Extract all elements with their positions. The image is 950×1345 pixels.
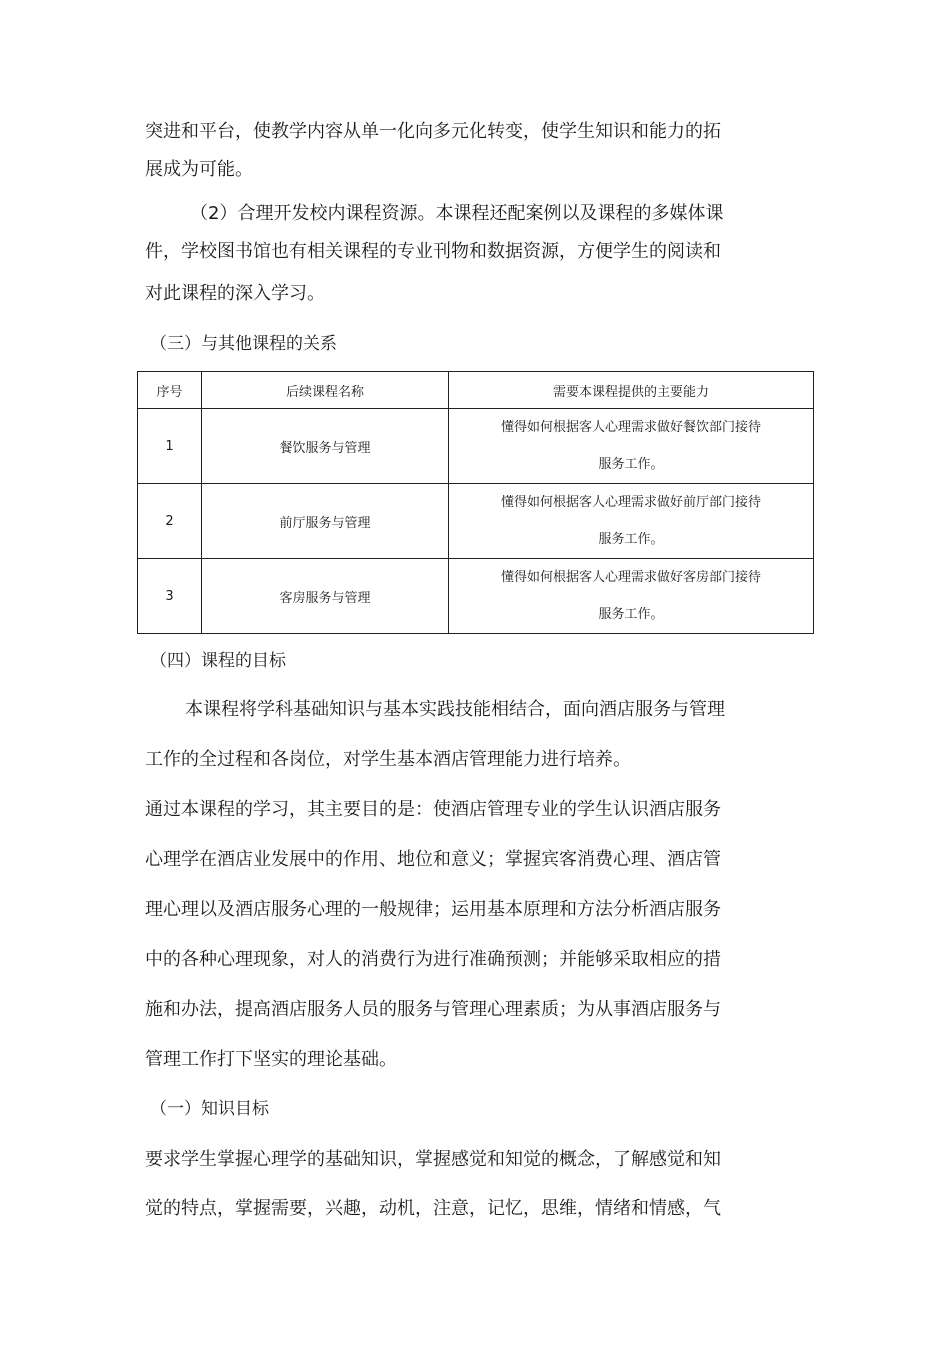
section-heading: （四）课程的目标 — [150, 651, 286, 671]
row-number: 1 — [138, 409, 202, 484]
table-row — [138, 559, 814, 634]
paragraph-line: 突进和平台，使教学内容从单一化向多元化转变，使学生知识和能力的拓 — [145, 121, 721, 142]
ability-text: 服务工作。 — [598, 457, 664, 472]
header-cell: 序号 — [138, 372, 202, 409]
section-heading: （三）与其他课程的关系 — [150, 334, 337, 354]
ability-cell — [449, 484, 814, 559]
ability-text: 懂得如何根据客人心理需求做好前厅部门接待 — [500, 495, 761, 510]
course-name: 客房服务与管理 — [202, 559, 449, 634]
table-row — [138, 409, 814, 484]
paragraph-line: 展成为可能。 — [145, 159, 253, 180]
header-cell: 后续课程名称 — [202, 372, 449, 409]
ability-text: 懂得如何根据客人心理需求做好客房部门接待 — [500, 570, 761, 585]
paragraph-line: 中的各种心理现象，对人的消费行为进行准确预测；并能够采取相应的措 — [145, 949, 721, 970]
row-number: 3 — [138, 559, 202, 634]
paragraph-line: （2）合理开发校内课程资源。本课程还配案例以及课程的多媒体课 — [190, 203, 724, 224]
paragraph-line: 施和办法，提高酒店服务人员的服务与管理心理素质；为从事酒店服务与 — [145, 999, 721, 1020]
header-cell: 需要本课程提供的主要能力 — [449, 372, 814, 409]
paragraph-line: 理心理以及酒店服务心理的一般规律；运用基本原理和方法分析酒店服务 — [145, 899, 721, 920]
course-name: 前厅服务与管理 — [202, 484, 449, 559]
course-name: 餐饮服务与管理 — [202, 409, 449, 484]
paragraph-line: 心理学在酒店业发展中的作用、地位和意义；掌握宾客消费心理、酒店管 — [145, 849, 721, 870]
paragraph-line: 管理工作打下坚实的理论基础。 — [145, 1049, 397, 1070]
table-header-row — [138, 372, 814, 409]
ability-text: 懂得如何根据客人心理需求做好餐饮部门接待 — [500, 420, 761, 435]
paragraph-line: 本课程将学科基础知识与基本实践技能相结合，面向酒店服务与管理 — [185, 699, 725, 720]
course-relation-table — [137, 371, 814, 634]
ability-cell — [449, 409, 814, 484]
paragraph-line: 要求学生掌握心理学的基础知识，掌握感觉和知觉的概念，了解感觉和知 — [145, 1149, 721, 1170]
ability-cell — [449, 559, 814, 634]
table-row — [138, 484, 814, 559]
ability-text: 服务工作。 — [598, 532, 664, 547]
paragraph-line: 件，学校图书馆也有相关课程的专业刊物和数据资源，方便学生的阅读和 — [145, 241, 721, 262]
paragraph-line: 对此课程的深入学习。 — [145, 283, 325, 304]
ability-text: 服务工作。 — [598, 607, 664, 622]
paragraph-line: 觉的特点，掌握需要，兴趣，动机，注意，记忆，思维，情绪和情感，气 — [145, 1198, 721, 1219]
paragraph-line: 工作的全过程和各岗位，对学生基本酒店管理能力进行培养。 — [145, 749, 631, 770]
row-number: 2 — [138, 484, 202, 559]
paragraph-line: 通过本课程的学习，其主要目的是：使酒店管理专业的学生认识酒店服务 — [145, 799, 721, 820]
section-heading: （一）知识目标 — [150, 1099, 269, 1119]
